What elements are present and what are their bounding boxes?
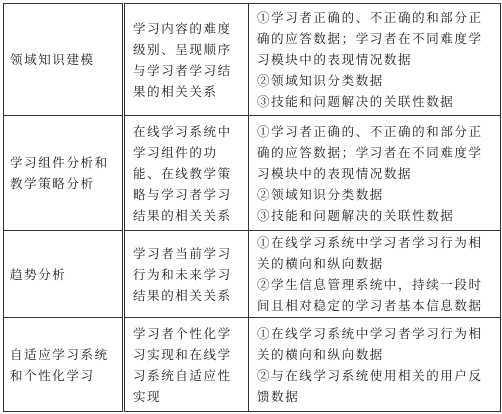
data-cell xyxy=(249,116,501,231)
dimension-cell: 自适应学习系统和个性化学习 xyxy=(4,318,124,412)
data-item: ③技能和问题解决的关联性数据 xyxy=(257,207,455,223)
data-cell xyxy=(249,318,501,412)
table-row xyxy=(4,4,501,116)
relationship-cell: 学习者当前学习行为和未来学习结果的相关关系 xyxy=(124,231,249,318)
data-item: ①学习者正确的、不正确的和部分正确的应答数据；学习者在不同难度学习模块中的表现情况数据 xyxy=(257,123,483,181)
analysis-table xyxy=(3,3,501,412)
relationship-cell: 学习内容的难度级别、呈现顺序与学习者学习结果的相关关系 xyxy=(124,4,249,116)
dimension-cell: 领域知识建模 xyxy=(4,4,124,116)
data-item: ①学习者正确的、不正确的和部分正确的应答数据；学习者在不同难度学习模块中的表现情况数据 xyxy=(257,10,483,67)
table-row xyxy=(4,116,501,231)
data-item: ②学生信息管理系统中，持续一段时间且相对稳定的学习者基本信息数据 xyxy=(257,277,483,313)
relationship-cell: 学习者个性化学习实现和在线学习系统自适应性实现 xyxy=(124,318,249,412)
data-cell xyxy=(249,231,501,318)
dimension-cell: 学习组件分析和教学策略分析 xyxy=(4,116,124,231)
data-item: ①在线学习系统中学习者学习行为相关的横向和纵向数据 xyxy=(257,235,483,271)
data-item: ②领域知识分类数据 xyxy=(257,73,384,88)
data-item: ③技能和问题解决的关联性数据 xyxy=(257,94,455,109)
data-item: ②与在线学习系统使用相关的用户反馈数据 xyxy=(257,367,483,404)
table-row xyxy=(4,231,501,318)
dimension-cell: 趋势分析 xyxy=(4,231,124,318)
table-row xyxy=(4,318,501,412)
relationship-cell: 在线学习系统中学习组件的功能、在线教学策略与学习者学习结果的相关关系 xyxy=(124,116,249,231)
data-item: ①在线学习系统中学习者学习行为相关的横向和纵向数据 xyxy=(257,325,483,362)
data-item: ②领域知识分类数据 xyxy=(257,186,384,202)
data-cell xyxy=(249,4,501,116)
